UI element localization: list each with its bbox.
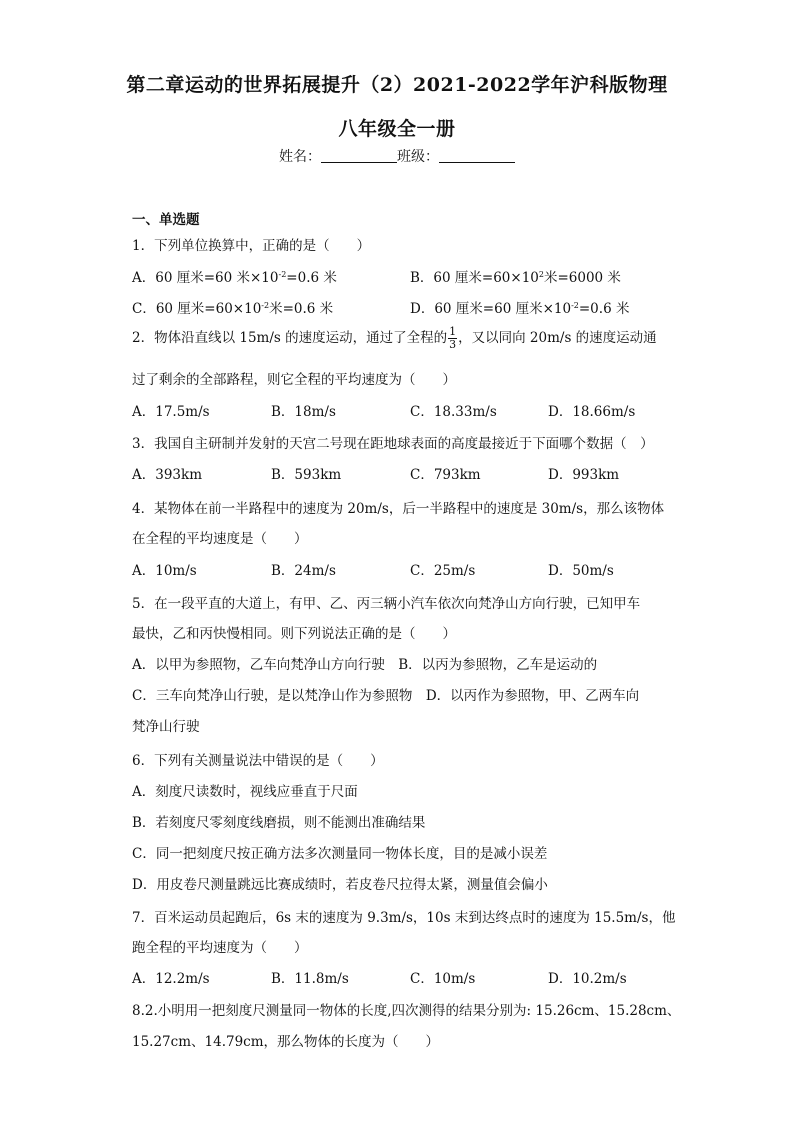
title-line-1: 第二章运动的世界拓展提升（2）2021-2022学年沪科版物理	[126, 74, 668, 96]
q1-option-b: B．60 厘米$=60\times 10^2$米=6000 米	[410, 270, 621, 286]
q3-option-a: A．393km	[132, 467, 202, 483]
q6-stem: 6．下列有关测量说法中错误的是（ ）	[132, 753, 384, 769]
q4-stem-line-2: 在全程的平均速度是（ ）	[132, 531, 308, 547]
q3-stem: 3．我国自主研制并发射的天宫二号现在距地球表面的高度最接近于下面哪个数据（ ）	[132, 436, 654, 452]
q1-option-a: A．60 厘米=60 米$\times 10^{-2}=0.6$ 米	[132, 270, 337, 286]
q5-options-cd-line-1: C．三车向梵净山行驶，是以梵净山作为参照物 D．以丙作为参照物，甲、乙两车向	[132, 688, 640, 704]
q7-option-c: C．10m/s	[410, 971, 476, 987]
q7-stem-line-1: 7．百米运动员起跑后，6s 末的速度为 9.3m/s，10s 末到达终点时的速度为 15.5m/s，他	[132, 910, 676, 926]
q4-option-a: A．10m/s	[132, 563, 197, 579]
q5-stem-line-1: 5．在一段平直的大道上，有甲、乙、丙三辆小汽车依次向梵净山方向行驶，已知甲车	[132, 596, 641, 612]
q7-option-b: B．11.8m/s	[271, 971, 349, 987]
q2-option-b: B．18m/s	[271, 404, 336, 420]
q5-stem-line-2: 最快，乙和丙快慢相同。则下列说法正确的是（ ）	[132, 626, 456, 642]
q1-option-d: D．60 厘米=60 厘米$\times 10^{-2}=0.6$ 米	[410, 301, 630, 317]
q4-stem-line-1: 4．某物体在前一半路程中的速度为 20m/s，后一半路程中的速度是 30m/s，那么该物体	[132, 501, 665, 517]
q5-options-cd-line-2: 梵净山行驶	[132, 719, 200, 735]
q6-option-a: A．刻度尺读数时，视线应垂直于尺面	[132, 784, 358, 800]
q4-option-b: B．24m/s	[271, 563, 336, 579]
q8-stem-line-2: 15.27cm、14.79cm，那么物体的长度为（ ）	[132, 1034, 440, 1050]
q4-option-d: D．50m/s	[548, 563, 614, 579]
q5-options-ab: A．以甲为参照物，乙车向梵净山方向行驶 B．以丙为参照物，乙车是运动的	[132, 657, 598, 673]
q6-option-d: D．用皮卷尺测量跳远比赛成绩时，若皮卷尺拉得太紧，测量值会偏小	[132, 877, 548, 893]
q8-stem-line-1: 8.2.小明用一把刻度尺测量同一物体的长度,四次测得的结果分别为: 15.26cm、15.28cm、	[132, 1003, 681, 1019]
q3-option-b: B．593km	[271, 467, 342, 483]
q3-option-d: D．993km	[548, 467, 620, 483]
fraction-one-third: $\frac{1}{3}$	[449, 325, 457, 351]
title-line-2: 八年级全一册	[338, 118, 456, 140]
q2-option-d: D．18.66m/s	[548, 404, 636, 420]
name-blank[interactable]	[321, 148, 397, 163]
q7-option-d: D．10.2m/s	[548, 971, 627, 987]
q6-option-b: B．若刻度尺零刻度线磨损，则不能测出准确结果	[132, 815, 426, 831]
name-class-row	[0, 146, 794, 166]
section-title: 一、单选题	[132, 212, 200, 228]
q6-option-c: C．同一把刻度尺按正确方法多次测量同一物体长度，目的是减小误差	[132, 846, 548, 862]
q3-option-c: C．793km	[410, 467, 481, 483]
q2-stem-line-2: 过了剩余的全部路程，则它全程的平均速度为（ ）	[132, 372, 456, 388]
q2-option-c: C．18.33m/s	[410, 404, 497, 420]
q1-stem: 1．下列单位换算中，正确的是（ ）	[132, 238, 371, 254]
class-label: 班级：	[397, 149, 439, 165]
name-label: 姓名：	[279, 149, 321, 165]
q4-option-c: C．25m/s	[410, 563, 476, 579]
q2-option-a: A．17.5m/s	[132, 404, 210, 420]
class-blank[interactable]	[439, 148, 515, 163]
q2-stem-line-1: 2．物体沿直线以 15m/s 的速度运动，通过了全程的 $\frac{1}{3}$ ，又以同向 20m/s 的速度运动通	[132, 325, 657, 351]
q7-stem-line-2: 跑全程的平均速度为（ ）	[132, 940, 308, 956]
q1-option-c: C．60 厘米$=60\times 10^{-2}$米=0.6 米	[132, 301, 334, 317]
q7-option-a: A．12.2m/s	[132, 971, 210, 987]
